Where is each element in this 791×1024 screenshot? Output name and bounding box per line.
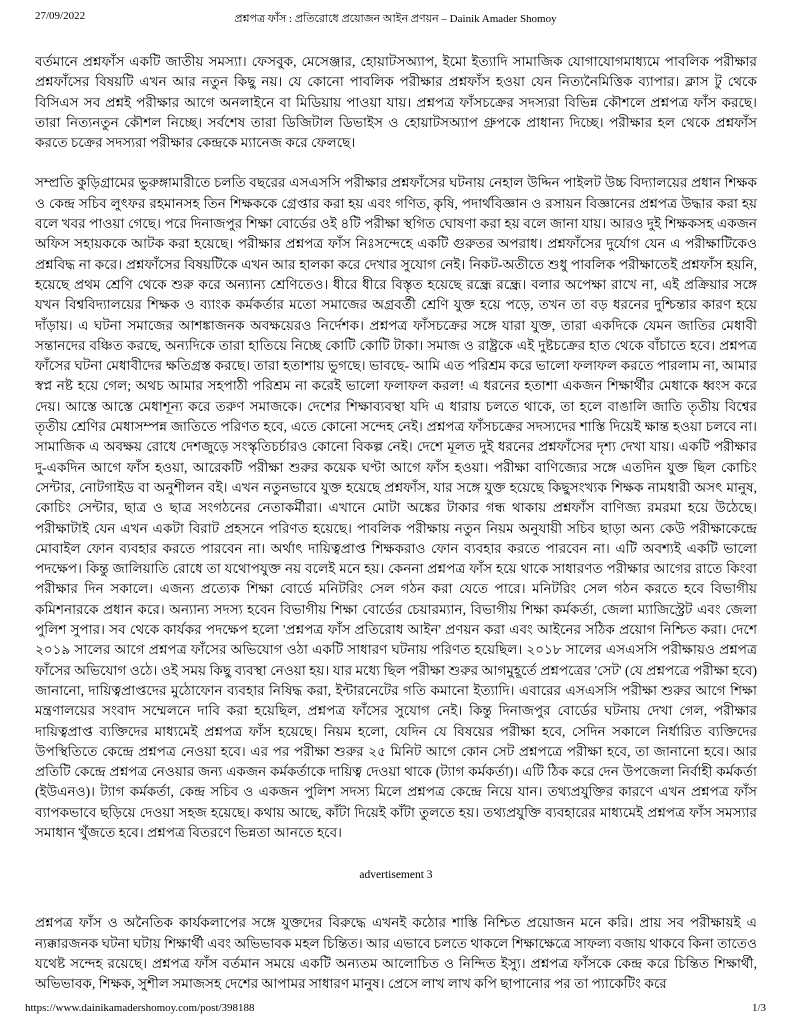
- document-title: প্রশ্নপত্র ফাঁস : প্রতিরোধে প্রয়োজন আইন প্রণয়ন – Dainik Amader Shomoy: [234, 13, 557, 25]
- page-number: 1/3: [751, 1002, 766, 1014]
- advertisement-label: advertisement 3: [359, 869, 433, 882]
- source-url: https://www.dainikamadershomoy.com/post/398188: [25, 1002, 255, 1014]
- article-paragraph-2: সম্প্রতি কুড়িগ্রামের ভুরুঙ্গামারীতে চলতি বছরের এসএসসি পরীক্ষার প্রশ্নফাঁসের ঘটনায় নেহাল উদ্দিন পাইলট উচ্চ বিদ্যালয়ের প্রধান শিক্ষক ও কেন্দ্র সচিব লুৎফর রহমানসহ তিন শিক্ষককে গ্রেপ্তার করা হয় এবং গণিত, কৃষি, পদার্থবিজ্ঞান ও রসায়ন বিজ্ঞানের প্রশ্নপত্র উদ্ধার করা হয় বলে খবর পাওয়া গেছে। পরে দিনাজপুর শিক্ষা বোর্ডের ওই ৪টি পরীক্ষা স্থগিত ঘোষণা করা হয় বলে জানা যায়। আরও দুই শিক্ষকসহ একজন অফিস সহায়ককে আটক করা হয়েছে। পরীক্ষার প্রশ্নপত্র ফাঁস নিঃসন্দেহে একটি গুরুতর অপরাধ। প্রশ্নফাঁসের দুর্যোগ যেন এ পরীক্ষাটিকেও প্রশ্নবিদ্ধ না করে। প্রশ্নফাঁসের বিষয়টিকে এখন আর হালকা করে দেখার সুযোগ নেই। নিকট-অতীতে শুধু পাবলিক পরীক্ষাতেই প্রশ্নফাঁস হয়নি, হয়েছে প্রথম শ্রেণি থেকে শুরু করে অন্যান্য শ্রেণিতেও। ধীরে ধীরে বিস্তৃত হয়েছে রন্ধ্রে রন্ধ্রে। বলার অপেক্ষা রাখে না, এই প্রক্রিয়ার সঙ্গে যখন বিশ্ববিদ্যালয়ের শিক্ষক ও ব্যাংক কর্মকর্তার মতো সমাজের অগ্রবর্তী শ্রেণি যুক্ত হয়ে পড়ে, তখন তা বড় ধরনের দুশ্চিন্তার কারণ হয়ে দাঁড়ায়। এ ঘটনা সমাজের আশঙ্কাজনক অবক্ষয়েরও নির্দেশক। প্রশ্নপত্র ফাঁসচক্রের সঙ্গে যারা যুক্ত, তারা একদিকে যেমন জাতির মেধাবী সন্তানদের বঞ্চিত করছে, অন্যদিকে তারা হাতিয়ে নিচ্ছে কোটি কোটি টাকা। সমাজ ও রাষ্ট্রকে এই দুষ্টচক্রের হাত থেকে বাঁচাতে হবে। প্রশ্নপত্র ফাঁসের ঘটনা মেধাবীদের ক্ষতিগ্রস্ত করছে। তারা হতাশায় ভুগছে। ভাবছে- আমি এত পরিশ্রম করে ভালো ফলাফল করতে পারলাম না, আমার স্বপ্ন নষ্ট হয়ে গেল; অথচ আমার সহপাঠী পরিশ্রম না করেই ভালো ফলাফল করল! এ ধরনের হতাশা একজন শিক্ষার্থীর মেধাকে ধ্বংস করে দেয়। আস্তে আস্তে মেধাশূন্য করে তরুণ সমাজকে। দেশের শিক্ষাব্যবস্থা যদি এ ধারায় চলতে থাকে, তা হলে বাঙালি জাতি তৃতীয় বিশ্বের তৃতীয় শ্রেণির মেধাসম্পন্ন জাতিতে পরিণত হবে, এতে কোনো সন্দেহ নেই। প্রশ্নপত্র ফাঁসচক্রের সদস্যদের শাস্তি দিয়েই ক্ষান্ত হওয়া চলবে না। সামাজিক এ অবক্ষয় রোধে দেশজুড়ে সংস্কৃতিচর্চারও কোনো বিকল্প নেই। দেশে মূলত দুই ধরনের প্রশ্নফাঁসের দৃশ্য দেখা যায়। একটি পরীক্ষার দু-একদিন আগে ফাঁস হওয়া, আরেকটি পরীক্ষা শুরুর কয়েক ঘণ্টা আগে ফাঁস হওয়া। পরীক্ষা বাণিজ্যের সঙ্গে এতদিন যুক্ত ছিল কোচিং সেন্টার, নোটগাইড বা অনুশীলন বই। এখন নতুনভাবে যুক্ত হয়েছে প্রশ্নফাঁস, যার সঙ্গে যুক্ত হয়েছে কিছুসংখ্যক শিক্ষক নামধারী অসৎ মানুষ, কোচিং সেন্টার, ছাত্র ও ছাত্র সংগঠনের নেতাকর্মীরা। এখানে মোটা অঙ্কের টাকার গন্ধ থাকায় প্রশ্নফাঁস বাণিজ্য রমরমা হয়ে উঠেছে। পরীক্ষাটাই যেন এখন একটা বিরাট প্রহসনে পরিণত হয়েছে। পাবলিক পরীক্ষায় নতুন নিয়ম অনুযায়ী সচিব ছাড়া অন্য কেউ পরীক্ষাকেন্দ্রে মোবাইল ফোন ব্যবহার করতে পারবেন না। অর্থাৎ দায়িত্বপ্রাপ্ত শিক্ষকরাও ফোন ব্যবহার করতে পারবেন না। এটি অবশ্যই একটি ভালো পদক্ষেপ। কিন্তু জালিয়াতি রোধে তা যথোপযুক্ত নয় বলেই মনে হয়। কেননা প্রশ্নপত্র ফাঁস হয়ে থাকে সাধারণত পরীক্ষার আগের রাতে কিংবা পরীক্ষার দিন সকালে। এজন্য প্রত্যেক শিক্ষা বোর্ডে মনিটরিং সেল গঠন করা যেতে পারে। মনিটরিং সেল গঠন করতে হবে বিভাগীয় কমিশনারকে প্রধান করে। অন্যান্য সদস্য হবেন বিভাগীয় শিক্ষা বোর্ডের চেয়ারম্যান, বিভাগীয় শিক্ষা কর্মকর্তা, জেলা ম্যাজিস্ট্রেট এবং জেলা পুলিশ সুপার। সব থেকে কার্যকর পদক্ষেপ হলো 'প্রশ্নপত্র ফাঁস প্রতিরোধ আইন' প্রণয়ন করা এবং আইনের সঠিক প্রয়োগ নিশ্চিত করা। দেশে ২০১৯ সালের আগে প্রশ্নপত্র ফাঁসের অভিযোগ ওঠা একটি সাধারণ ঘটনায় পরিণত হয়েছিল। ২০১৮ সালের এসএসসি পরীক্ষায়ও প্রশ্নপত্র ফাঁসের অভিযোগ ওঠে। ওই সময় কিছু ব্যবস্থা নেওয়া হয়। যার মধ্যে ছিল পরীক্ষা শুরুর আগমুহূর্তে প্রশ্নপত্রের 'সেট' (যে প্রশ্নপত্রে পরীক্ষা হবে) জানানো, দায়িত্বপ্রাপ্তদের মুঠোফোন ব্যবহার নিষিদ্ধ করা, ইন্টারনেটের গতি কমানো ইত্যাদি। এবারের এসএসসি পরীক্ষা শুরুর আগে শিক্ষা মন্ত্রণালয়ের সংবাদ সম্মেলনে দাবি করা হয়েছিল, প্রশ্নপত্র ফাঁসের সুযোগ নেই। কিন্তু দিনাজপুর বোর্ডের ঘটনায় দেখা গেল, পরীক্ষার দায়িত্বপ্রাপ্ত ব্যক্তিদের মাধ্যমেই প্রশ্নপত্র ফাঁস হয়েছে। নিয়ম হলো, যেদিন যে বিষয়ের পরীক্ষা হবে, সেদিন সকালে নির্ধারিত ব্যক্তিদের উপস্থিতিতে কেন্দ্রে প্রশ্নপত্র নেওয়া হবে। এর পর পরীক্ষা শুরুর ২৫ মিনিট আগে কোন সেট প্রশ্নপত্রে পরীক্ষা হবে, তা জানানো হবে। আর প্রতিটি কেন্দ্রে প্রশ্নপত্র নেওয়ার জন্য একজন কর্মকর্তাকে দায়িত্ব দেওয়া থাকে (ট্যাগ কর্মকর্তা)। এটি ঠিক করে দেন উপজেলা নির্বাহী কর্মকর্তা (ইউএনও)। ট্যাগ কর্মকর্তা, কেন্দ্র সচিব ও একজন পুলিশ সদস্য মিলে প্রশ্নপত্র কেন্দ্রে নিয়ে যান। তথ্যপ্রযুক্তির কারণে এখন প্রশ্নপত্র ফাঁস ব্যাপকভাবে ছড়িয়ে দেওয়া সহজ হয়েছে। কথায় আছে, কাঁটা দিয়েই কাঁটা তুলতে হয়। তথ্যপ্রযুক্তি ব্যবহারের মাধ্যমেই প্রশ্নপত্র ফাঁস সমস্যার সমাধান খুঁজতে হবে। প্রশ্নপত্র বিতরণে ভিন্নতা আনতে হবে।: [35, 175, 757, 840]
- article-body: [35, 52, 757, 1014]
- print-date: 27/09/2022: [35, 10, 86, 22]
- print-header: [35, 10, 756, 26]
- article-paragraph-1: বর্তমানে প্রশ্নফাঁস একটি জাতীয় সমস্যা। ফেসবুক, মেসেঞ্জার, হোয়াটসঅ্যাপ, ইমো ইত্যাদি সামাজিক যোগাযোগমাধ্যমে পাবলিক পরীক্ষার প্রশ্নফাঁসের বিষয়টি এখন আর নতুন কিছু নয়। যে কোনো পাবলিক পরীক্ষার প্রশ্নফাঁস হওয়া যেন নিত্যনৈমিত্তিক ব্যাপার। ক্লাস টু থেকে বিসিএস সব প্রশ্নই পরীক্ষার আগে অনলাইনে বা মিডিয়ায় পাওয়া যায়। প্রশ্নপত্র ফাঁসচক্রের সদস্যরা বিভিন্ন কৌশলে প্রশ্নপত্র ফাঁস করছে। তারা নিত্যনতুন কৌশল নিচ্ছে। সর্বশেষ তারা ডিজিটাল ডিভাইস ও হোয়াটসঅ্যাপ গ্রুপকে প্রাধান্য দিচ্ছে। পরীক্ষার হল থেকে প্রশ্নফাঁস করতে চক্রের সদস্যরা পরীক্ষার কেন্দ্রকে ম্যানেজ করে ফেলছে।: [35, 54, 757, 151]
- article-paragraph-3: প্রশ্নপত্র ফাঁস ও অনৈতিক কার্যকলাপের সঙ্গে যুক্তদের বিরুদ্ধে এখনই কঠোর শাস্তি নিশ্চিত প্রয়োজন মনে করি। প্রায় সব পরীক্ষায়ই এ ন্যক্কারজনক ঘটনা ঘটায় শিক্ষার্থী এবং অভিভাবক মহল চিন্তিত। আর এভাবে চলতে থাকলে শিক্ষাক্ষেত্রে সাফল্য বজায় থাকবে কিনা তাতেও যথেষ্ট সন্দেহ রয়েছে। প্রশ্নপত্র ফাঁস বর্তমান সময়ে একটি অন্যতম আলোচিত ও নিন্দিত ইস্যু। প্রশ্নপত্র ফাঁসকে কেন্দ্র করে চিন্তিত শিক্ষার্থী, অভিভাবক, শিক্ষক, সুশীল সমাজসহ দেশের আপামর সাধারণ মানুষ। প্রেসে লাখ লাখ কপি ছাপানোর পর তা প্যাকেটিং করে: [35, 915, 757, 992]
